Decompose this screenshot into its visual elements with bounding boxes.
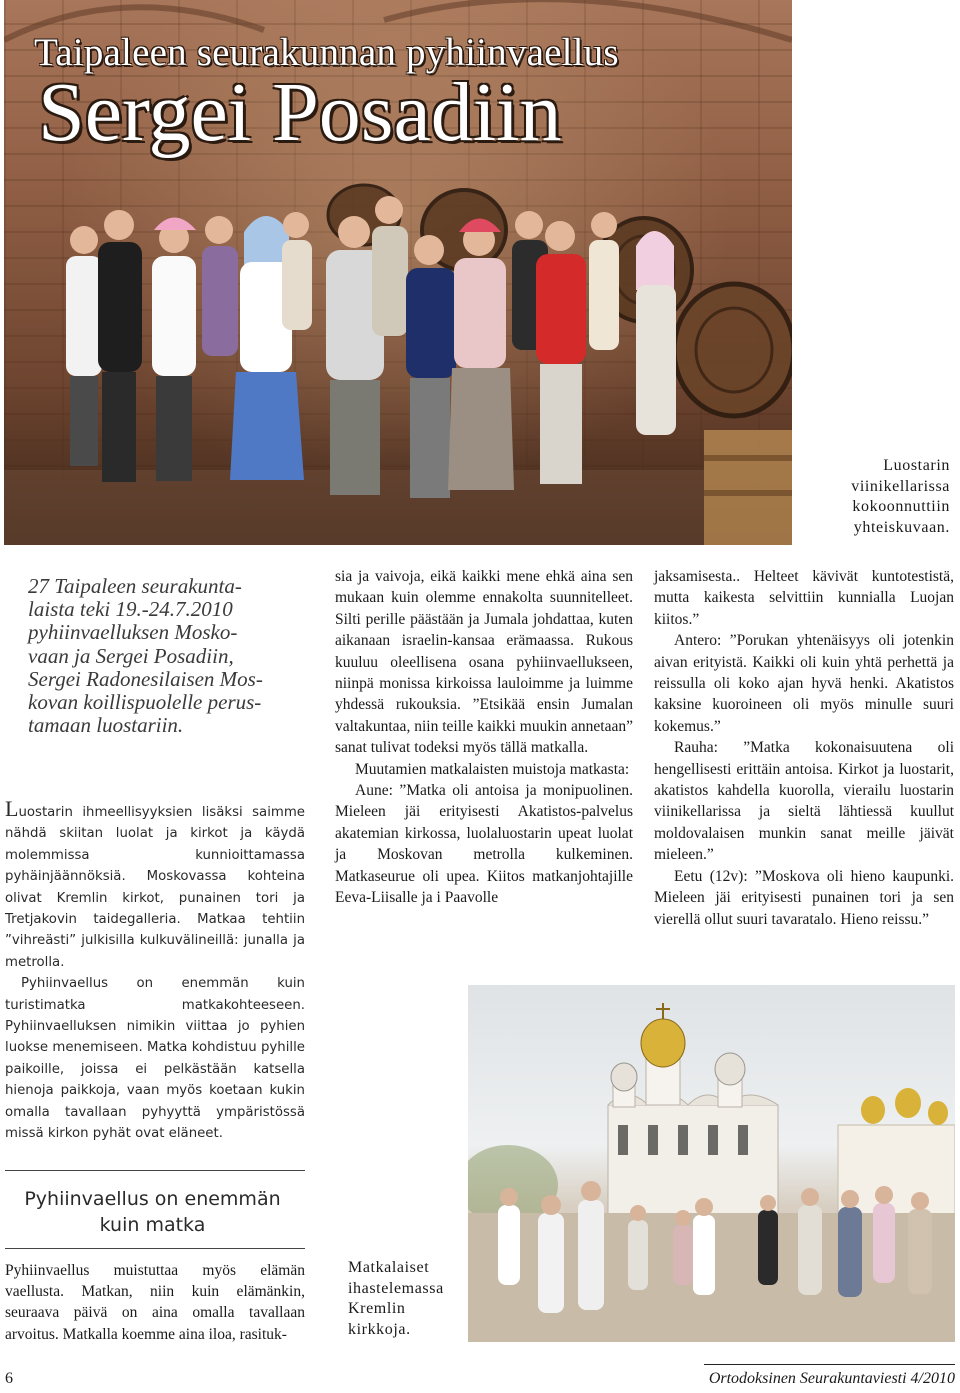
kremlin-photo-illustration: [468, 985, 955, 1342]
column-2-paragraph-2: Muutamien matkalaisten muistoja matkasta:: [355, 760, 630, 778]
article-lead: 27 Taipaleen seurakunta- laista teki 19.-24.7.2010 pyhiinvaelluksen Mosko- vaan ja Sergei Posadiin, Sergei Radonesilaisen Mos- kovan koillispuolelle perus- tamaan luostariin.: [28, 574, 263, 738]
column-1-paragraph-1: [5, 798, 305, 973]
group-photo: [4, 0, 792, 545]
column-3-paragraph-3: Rauha: ”Matka kokonaisuutena oli hengellisesti erittäin antoisa. Kirkot ja luostarit, akatistos kahdella kuorolla, vierailu luostarin viinikellarissa ja sieltä lähtiessä kuullut moldovalaisen munkin sanat meille jäivät mieleen.”: [654, 739, 954, 864]
dropcap: L: [5, 796, 19, 821]
publication-name: Ortodoksinen Seurakuntaviesti 4/2010: [708, 1370, 955, 1387]
column-4: [5, 1260, 305, 1345]
column-2: [335, 566, 633, 909]
article-kicker: Taipaleen seurakunnan pyhiinvaellus: [34, 31, 619, 74]
column-3-paragraph-4: Eetu (12v): ”Moskova oli hieno kaupunki. Mieleen jäi erityisesti punainen tori ja sen vierellä ollut suuri tavaratalo. Hieno reissu.”: [654, 867, 954, 928]
footer-rule: [704, 1364, 955, 1365]
column-2-paragraph-1: sia ja vaivoja, eikä kaikki mene ehkä aina sen mukaan kuin olemme ennakolta suunnitelleet. Silti perille päästään ja Jumala johdattaa, kuten aikanaan israelin-kansaa erämaassa. Rukous kuuluu oleellisena osana pyhiinvaellukseen, niinpä monissa kirkoissa lauloimme ja luimme yhdessä rukouksia. ”Etsikää ensin Jumalan valtakuntaa, niin teille kaikki muukin annetaan” sanat tulivat todeksi myös tällä matkalla.: [335, 568, 633, 757]
section-divider: [5, 1170, 305, 1171]
column-4-paragraph-1: Pyhiinvaellus muistuttaa myös elämän vaellusta. Matkan, niin kuin elämänkin, seuraava päivä on aina omalla tavallaan arvoitus. Matkalla koemme aina iloa, rasituk-: [5, 1262, 305, 1343]
column-3-paragraph-2: Antero: ”Porukan yhtenäisyys oli jotenkin aivan erityistä. Kaikki oli kuin yhtä perhettä ja reissulla oli koko ajan hyvä henki. Akatistos kaksine kuoroineen oli myös minulle suuri kokemus.”: [654, 632, 954, 735]
column-1: [5, 798, 305, 1145]
column-3-paragraph-1: jaksamisesta.. Helteet kävivät kuntotestistä, mutta kaikesta selvittiin kunnialla Luojan kiitos.”: [654, 568, 954, 628]
column-3: [654, 566, 954, 930]
article-title: Sergei Posadiin: [38, 66, 562, 159]
column-1-paragraph-2: Pyhiinvaellus on enemmän kuin turistimatka matkakohteeseen. Pyhiinvaelluksen nimikin viittaa jo pyhien luokse menemiseen. Matka kohdistuu pyhille paikoille, joissa ei pelkästään katsella hienoja paikkoja, vaan myös koetaan kukin omalla tavallaan pyhyyttä ympäristössä missä kirkon pyhät ovat eläneet.: [5, 976, 305, 1142]
section-heading: Pyhiinvaellus on enemmän kuin matka: [24, 1188, 281, 1236]
column-2-paragraph-3: Aune: ”Matka oli antoisa ja monipuolinen. Mieleen jäi erityisesti Akatistos-palvelus akatemian kirkossa, luolaluostarin upeat luolat ja Moskovan metrolla kulkeminen. Matkaseurue oli upea. Kiitos matkanjohtajille Eeva-Liisalle ja i Paavolle: [335, 782, 633, 907]
top-photo-caption: Luostarin viinikellarissa kokoonnuttiin yhteiskuvaan.: [851, 457, 950, 536]
column-1-paragraph-1-text: uostarin ihmeellisyyksien lisäksi saimme nähdä skiitan luolat ja kirkot ja käydä molemmissa kunnioittamassa pyhäinjäännöksiä. Moskovassa kohteina olivat Kremlin kirkot, punainen tori ja Tretjakovin taidegalleria. Matkaa tehtiin ”vihreästi” julkisilla kulkuvälineillä: junalla ja metrolla.: [5, 805, 305, 970]
page-number: 6: [5, 1370, 13, 1387]
section-divider-bottom: [5, 1248, 305, 1249]
kremlin-photo: [468, 985, 955, 1342]
bottom-photo-caption: Matkalaiset ihastelemassa Kremlin kirkkoja.: [348, 1259, 444, 1338]
